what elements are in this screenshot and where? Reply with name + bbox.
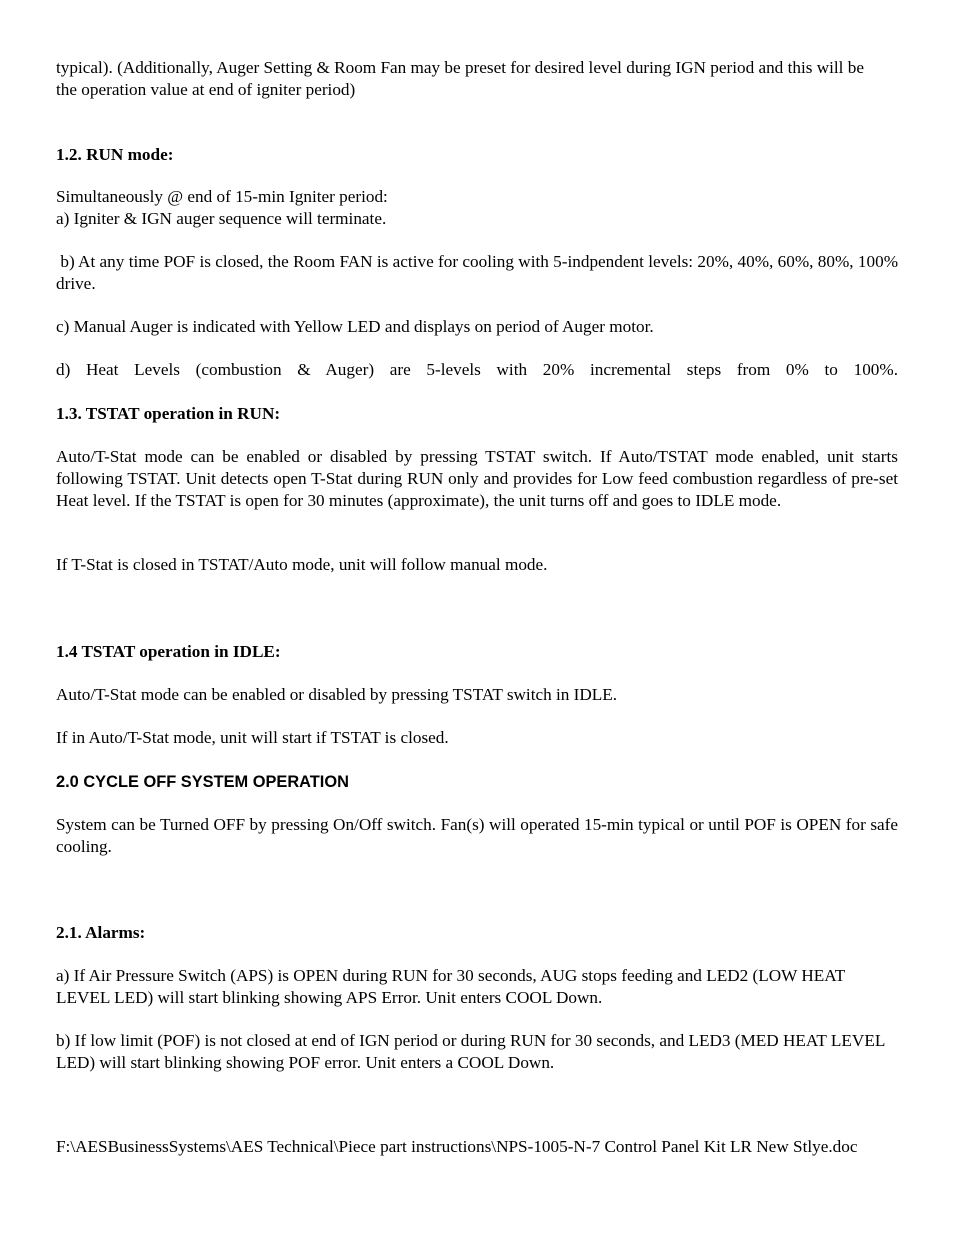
section-2-0-heading: 2.0 CYCLE OFF SYSTEM OPERATION (56, 773, 349, 791)
section-1-3-para-1: Auto/T-Stat mode can be enabled or disabled by pressing TSTAT switch. If Auto/TSTAT mode enabled, unit starts following TSTAT. Unit detects open T-Stat during RUN only and provides for Low feed combustion regardless of pre-set Heat level. If the TSTAT is open for 30 minutes (approximate), the unit turns off and goes to IDLE mode. (56, 447, 898, 510)
section-1-2-item-d: d) Heat Levels (combustion & Auger) are 5-levels with 20% incremental steps from 0% to 100%. (56, 360, 898, 379)
section-1-4-heading: 1.4 TSTAT operation in IDLE: (56, 642, 281, 661)
section-2-1-item-b: b) If low limit (POF) is not closed at end of IGN period or during RUN for 30 seconds, and LED3 (MED HEAT LEVEL LED) will start blinking showing POF error. Unit enters a COOL Down. (56, 1031, 885, 1072)
section-1-3-para-2: If T-Stat is closed in TSTAT/Auto mode, unit will follow manual mode. (56, 555, 548, 574)
document-page (56, 0, 903, 1235)
section-1-2-item-a: a) Igniter & IGN auger sequence will terminate. (56, 209, 387, 228)
section-1-4-para-2: If in Auto/T-Stat mode, unit will start if TSTAT is closed. (56, 728, 449, 747)
section-1-2-heading: 1.2. RUN mode: (56, 145, 174, 164)
section-1-4-para-1: Auto/T-Stat mode can be enabled or disabled by pressing TSTAT switch in IDLE. (56, 685, 618, 704)
footer-file-path: F:\AESBusinessSystems\AES Technical\Piece part instructions\NPS-1005-N-7 Control Panel Kit LR New Stlye.doc (56, 1137, 858, 1156)
section-1-3-heading: 1.3. TSTAT operation in RUN: (56, 404, 281, 423)
section-2-1-heading: 2.1. Alarms: (56, 923, 146, 942)
section-2-0-para-1: System can be Turned OFF by pressing On/Off switch. Fan(s) will operated 15-min typical or until POF is OPEN for safe cooling. (56, 815, 898, 856)
section-1-2-lead: Simultaneously @ end of 15-min Igniter period: (56, 187, 388, 206)
section-1-2-item-c: c) Manual Auger is indicated with Yellow LED and displays on period of Auger motor. (56, 317, 654, 336)
intro-continued-paragraph: typical). (Additionally, Auger Setting & Room Fan may be preset for desired level during IGN period and this will be the operation value at end of igniter period) (56, 58, 864, 99)
section-1-2-item-b: b) At any time POF is closed, the Room FAN is active for cooling with 5-indpendent levels: 20%, 40%, 60%, 80%, 100% drive. (56, 252, 903, 293)
section-2-1-item-a: a) If Air Pressure Switch (APS) is OPEN during RUN for 30 seconds, AUG stops feeding and LED2 (LOW HEAT LEVEL LED) will start blinking showing APS Error. Unit enters COOL Down. (56, 966, 845, 1007)
